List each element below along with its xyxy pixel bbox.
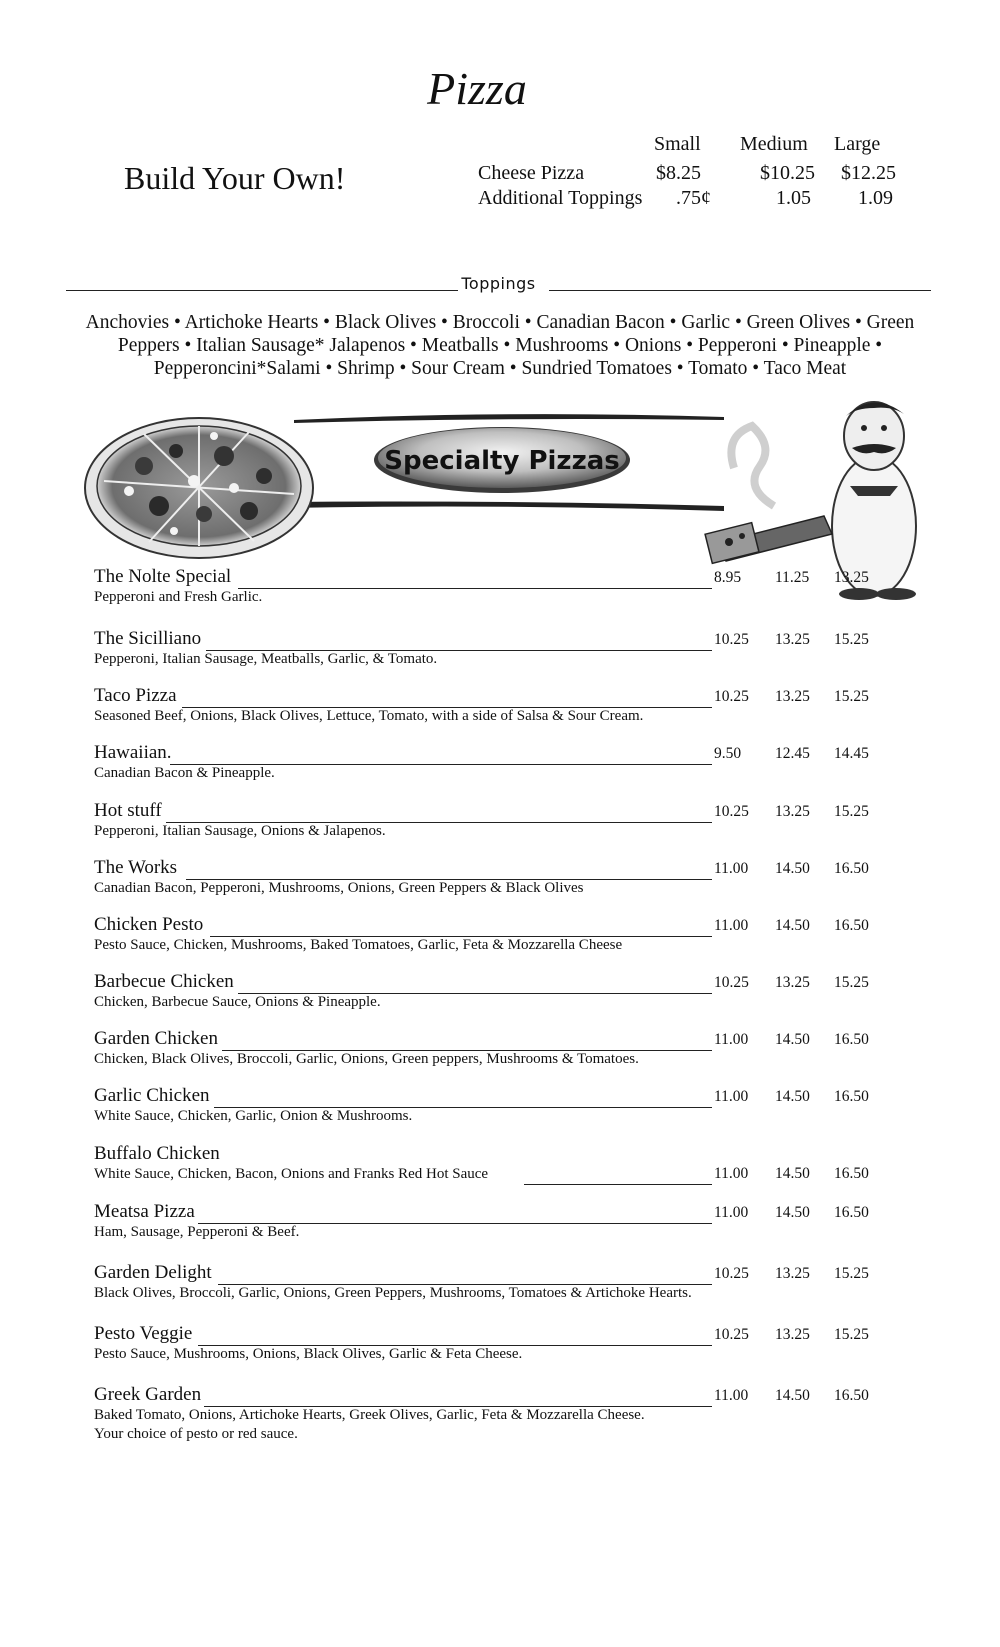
price-large: 16.50 — [834, 1387, 869, 1404]
price-medium: 14.50 — [775, 860, 810, 877]
pizza-description: Pepperoni and Fresh Garlic. — [94, 589, 263, 605]
price-large: 15.25 — [834, 631, 869, 648]
price-small: 9.50 — [714, 745, 742, 762]
pizza-description: Pesto Sauce, Chicken, Mushrooms, Baked Tomatoes, Garlic, Feta & Mozzarella Cheese — [94, 937, 623, 953]
price-medium: 14.50 — [775, 1387, 810, 1404]
page-title: Pizza — [427, 63, 527, 114]
price-small: 11.00 — [714, 1387, 749, 1404]
dotted-leader — [218, 1284, 712, 1285]
price-medium: 13.25 — [775, 1265, 810, 1282]
dotted-leader — [238, 993, 712, 994]
size-header-medium: Medium — [740, 133, 808, 155]
price-small: $8.25 — [656, 162, 701, 184]
price-medium: 14.50 — [775, 1031, 810, 1048]
pizza-description: Chicken, Black Olives, Broccoli, Garlic, Onions, Green peppers, Mushrooms & Tomatoes. — [94, 1051, 639, 1067]
price-small: 11.00 — [714, 1088, 749, 1105]
toppings-list — [70, 311, 930, 380]
dotted-leader — [182, 707, 712, 708]
dotted-leader — [170, 764, 712, 765]
price-small: 10.25 — [714, 803, 749, 820]
price-medium: 1.05 — [776, 187, 811, 209]
price-medium: 14.50 — [775, 1088, 810, 1105]
dotted-leader — [186, 879, 712, 880]
pizza-description: Canadian Bacon & Pineapple. — [94, 765, 275, 781]
dotted-leader — [210, 936, 712, 937]
pizza-name: Hawaiian. — [94, 742, 172, 763]
price-small: 10.25 — [714, 1326, 749, 1343]
pizza-name: The Sicilliano — [94, 628, 202, 649]
banner-bar-top — [294, 414, 724, 423]
price-large: 15.25 — [834, 1265, 869, 1282]
dotted-leader — [222, 1050, 712, 1051]
toppings-line: Anchovies • Artichoke Hearts • Black Olives • Broccoli • Canadian Bacon • Garlic • Green Olives • Green — [85, 312, 915, 333]
pizza-description: Pepperoni, Italian Sausage, Meatballs, Garlic, & Tomato. — [94, 651, 438, 667]
dotted-leader — [206, 650, 712, 651]
price-medium: 14.50 — [775, 917, 810, 934]
dotted-leader — [198, 1345, 712, 1346]
pizza-name: The Nolte Special — [94, 566, 232, 587]
pizza-name: Buffalo Chicken — [94, 1143, 220, 1164]
price-row-label: Cheese Pizza — [478, 162, 585, 184]
pizza-name: The Works — [94, 857, 178, 878]
price-large: 16.50 — [834, 1088, 869, 1105]
price-small: 11.00 — [714, 1165, 749, 1182]
price-small: 11.00 — [714, 1204, 749, 1221]
price-large: 15.25 — [834, 974, 869, 991]
size-header-small: Small — [654, 133, 701, 155]
specialty-pizzas-heading: Specialty Pizzas — [384, 446, 620, 476]
pizza-name: Meatsa Pizza — [94, 1201, 195, 1222]
dotted-leader — [524, 1184, 712, 1185]
pizza-name: Hot stuff — [94, 800, 162, 821]
dotted-leader — [204, 1406, 712, 1407]
build-your-own-heading: Build Your Own! — [124, 160, 346, 196]
price-medium: 11.25 — [775, 569, 810, 586]
toppings-heading: Toppings — [461, 274, 536, 293]
divider-line — [549, 290, 931, 291]
pizza-description: Black Olives, Broccoli, Garlic, Onions, Green Peppers, Mushrooms, Tomatoes & Artichoke Hearts. — [94, 1285, 692, 1301]
pizza-description: White Sauce, Chicken, Bacon, Onions and Franks Red Hot Sauce — [94, 1166, 489, 1182]
pizza-name: Chicken Pesto — [94, 914, 204, 935]
price-small: 11.00 — [714, 1031, 749, 1048]
price-small: 8.95 — [714, 569, 742, 586]
pizza-name: Pesto Veggie — [94, 1323, 193, 1344]
price-small: 10.25 — [714, 631, 749, 648]
pizza-description: Pepperoni, Italian Sausage, Onions & Jalapenos. — [94, 823, 386, 839]
price-large: 15.25 — [834, 1326, 869, 1343]
price-medium: 13.25 — [775, 688, 810, 705]
price-small: 11.00 — [714, 860, 749, 877]
price-large: 13.25 — [834, 569, 869, 586]
pizza-description: Pesto Sauce, Mushrooms, Onions, Black Olives, Garlic & Feta Cheese. — [94, 1346, 523, 1362]
pizza-description: Seasoned Beef, Onions, Black Olives, Lettuce, Tomato, with a side of Salsa & Sour Cream. — [94, 708, 644, 724]
toppings-line: Pepperoncini*Salami • Shrimp • Sour Cream • Sundried Tomatoes • Tomato • Taco Meat — [153, 358, 847, 379]
pizza-name: Garden Chicken — [94, 1028, 218, 1049]
price-medium: $10.25 — [760, 162, 815, 184]
pizza-name: Barbecue Chicken — [94, 971, 234, 992]
price-large: 16.50 — [834, 1031, 869, 1048]
price-small: 10.25 — [714, 1265, 749, 1282]
pizza-description: Your choice of pesto or red sauce. — [94, 1426, 298, 1442]
pizza-name: Garden Delight — [94, 1262, 212, 1283]
pizza-name: Taco Pizza — [94, 685, 177, 706]
pizza-description: Ham, Sausage, Pepperoni & Beef. — [94, 1224, 300, 1240]
pizza-name: Garlic Chicken — [94, 1085, 210, 1106]
price-small: .75¢ — [676, 187, 711, 209]
price-medium: 14.50 — [775, 1204, 810, 1221]
pizza-description: White Sauce, Chicken, Garlic, Onion & Mushrooms. — [94, 1108, 413, 1124]
price-large: 15.25 — [834, 803, 869, 820]
price-small: 10.25 — [714, 974, 749, 991]
price-medium: 13.25 — [775, 1326, 810, 1343]
price-medium: 13.25 — [775, 803, 810, 820]
price-row-label: Additional Toppings — [478, 187, 643, 209]
price-small: 11.00 — [714, 917, 749, 934]
pizza-description: Canadian Bacon, Pepperoni, Mushrooms, Onions, Green Peppers & Black Olives — [94, 880, 584, 896]
toppings-line: Peppers • Italian Sausage* Jalapenos • Meatballs • Mushrooms • Onions • Pepperoni • Pineapple • — [117, 335, 883, 356]
dotted-leader — [214, 1107, 712, 1108]
price-large: $12.25 — [841, 162, 896, 184]
price-large: 16.50 — [834, 1204, 869, 1221]
pizza-description: Chicken, Barbecue Sauce, Onions & Pineapple. — [94, 994, 381, 1010]
dotted-leader — [238, 588, 712, 589]
price-medium: 13.25 — [775, 631, 810, 648]
price-medium: 14.50 — [775, 1165, 810, 1182]
price-large: 16.50 — [834, 1165, 869, 1182]
pizza-icon — [85, 418, 313, 558]
dotted-leader — [198, 1223, 712, 1224]
toppings-heading-row — [66, 274, 931, 294]
banner-bar-bottom — [284, 502, 724, 512]
price-large: 16.50 — [834, 917, 869, 934]
pizza-name: Greek Garden — [94, 1384, 202, 1405]
price-large: 16.50 — [834, 860, 869, 877]
price-large: 15.25 — [834, 688, 869, 705]
price-medium: 12.45 — [775, 745, 810, 762]
size-header-large: Large — [834, 133, 881, 155]
price-small: 10.25 — [714, 688, 749, 705]
price-large: 14.45 — [834, 745, 869, 762]
price-medium: 13.25 — [775, 974, 810, 991]
pizza-description: Baked Tomato, Onions, Artichoke Hearts, Greek Olives, Garlic, Feta & Mozzarella Cheese. — [94, 1407, 645, 1423]
price-large: 1.09 — [858, 187, 893, 209]
dotted-leader — [166, 822, 712, 823]
